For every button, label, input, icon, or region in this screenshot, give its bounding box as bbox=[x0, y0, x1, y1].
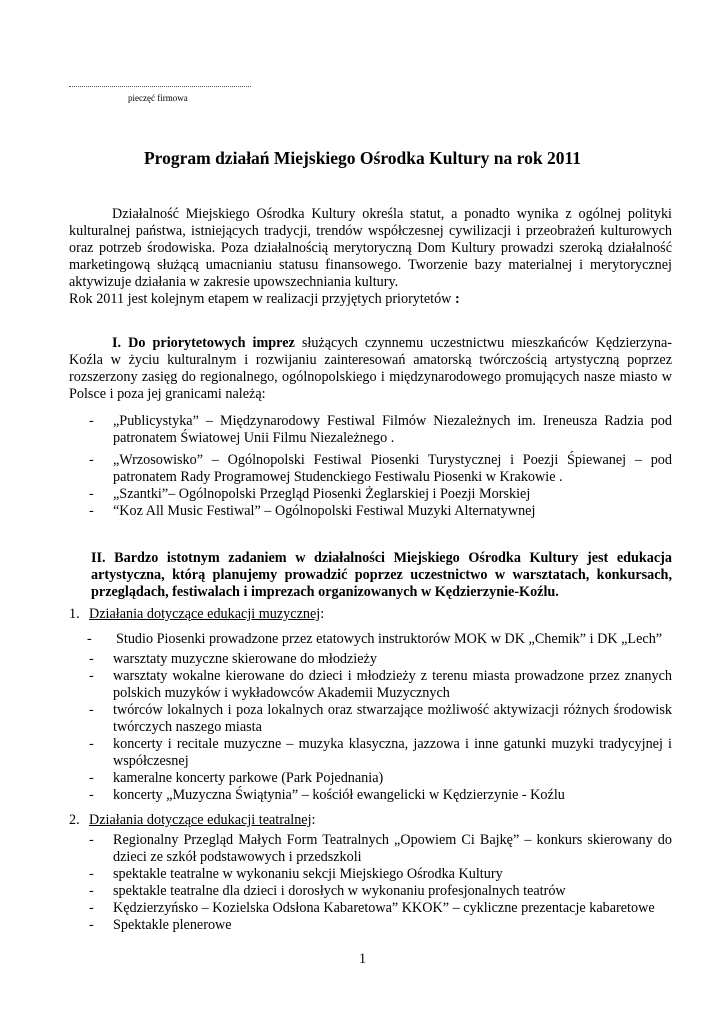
priorities-line: Rok 2011 jest kolejnym etapem w realizacji przyjętych priorytetów : bbox=[69, 291, 460, 307]
page-number: 1 bbox=[358, 951, 367, 967]
dash-bullet: - bbox=[89, 452, 94, 468]
theatre-education-heading: 2. Działania dotyczące edukacji teatralnej: bbox=[69, 812, 316, 828]
stamp-dotted-line bbox=[69, 86, 251, 87]
list-item: - koncerty i recitale muzyczne – muzyka klasyczna, jazzowa i inne gatunki muzyki tradycyjnej i współczesnej bbox=[89, 736, 672, 769]
list-item: - kameralne koncerty parkowe (Park Pojednania) bbox=[89, 770, 384, 786]
dash-bullet: - bbox=[89, 770, 94, 786]
theatre-activities-list bbox=[69, 832, 672, 934]
dash-bullet: - bbox=[89, 413, 94, 429]
dash-bullet: - bbox=[89, 883, 94, 899]
list-item: - Spektakle plenerowe bbox=[89, 917, 232, 933]
dash-bullet: - bbox=[89, 736, 94, 752]
dash-bullet: - bbox=[89, 503, 94, 519]
dash-bullet: - bbox=[89, 651, 94, 667]
list-item: - Kędzierzyńsko – Kozielska Odsłona Kabaretowa” KKOK” – cykliczne prezentacje kabaretowe bbox=[89, 900, 655, 916]
dash-bullet: - bbox=[89, 900, 94, 916]
intro-paragraph: Działalność Miejskiego Ośrodka Kultury określa statut, a ponadto wynika z ogólnej polityki kulturalnej państwa, istniejących tradycji, trendów współczesnej cywilizacji i przeobrażeń kulturowych oraz potrzeb środowiska. Poza działalnością merytoryczną Dom Kultury prowadzi szeroką działalność marketingową służącą umacnianiu statusu finansowego. Tworzenie bazy materialnej i merytorycznej aktywizuje działania w zakresie upowszechniania kultury. bbox=[69, 206, 672, 290]
section1-text: służących czynnemu uczestnictwu mieszkańców Kędzierzyna-Koźla w życiu kulturalnym i rozwijaniu zainteresowań amatorską twórczością artystyczną poprzez rozszerzony zasięg do regionalnego, ogólnopolskiego i międzynarodowego promujących nasze miasto w Polsce i poza jej granicami należą: bbox=[69, 335, 672, 402]
list-item: - warsztaty wokalne kierowane do dzieci i młodzieży z terenu miasta prowadzone przez znanych polskich muzyków i wykładowców Akademii Muzycznych bbox=[89, 668, 672, 701]
document-title: Program działań Miejskiego Ośrodka Kultury na rok 2011 bbox=[143, 148, 582, 168]
dash-bullet: - bbox=[89, 486, 94, 502]
dash-bullet: - bbox=[89, 832, 94, 848]
dash-bullet: - bbox=[89, 702, 94, 718]
list-item: - „Publicystyka” – Międzynarodowy Festiwal Filmów Niezależnych im. Ireneusza Radzia pod patronatem Światowej Unii Filmu Niezależnego . bbox=[89, 413, 672, 446]
section2-heading: II. Bardzo istotnym zadaniem w działalności Miejskiego Ośrodka Kultury jest edukacja artystyczna, którą planujemy prowadzić poprzez uczestnictwo w warsztatach, konkursach, przeglądach, festiwalach i imprezach organizowanych w Kędzierzynie-Koźlu. bbox=[91, 550, 672, 600]
company-stamp-label: pieczęć firmowa bbox=[128, 93, 188, 103]
dash-bullet: - bbox=[89, 668, 94, 684]
music-education-heading: 1. Działania dotyczące edukacji muzycznej: bbox=[69, 606, 325, 622]
music-activities-list bbox=[69, 631, 672, 804]
list-item: - twórców lokalnych i poza lokalnych oraz stwarzające możliwość aktywizacji różnych środowisk twórczych naszego miasta bbox=[89, 702, 672, 735]
dash-bullet: - bbox=[89, 917, 94, 933]
list-item: - Regionalny Przegląd Małych Form Teatralnych „Opowiem Ci Bajkę” – konkurs skierowany do dzieci ze szkół podstawowych i przedszkoli bbox=[89, 832, 672, 865]
list-item: - „Szantki”– Ogólnopolski Przegląd Piosenki Żeglarskiej i Poezji Morskiej bbox=[89, 486, 531, 502]
list-item: - spektakle teatralne dla dzieci i dorosłych w wykonaniu profesjonalnych teatrów bbox=[89, 883, 566, 899]
festival-list bbox=[69, 413, 672, 520]
section1-lead: I. Do priorytetowych imprez bbox=[112, 335, 295, 351]
list-item: - Studio Piosenki prowadzone przez etatowych instruktorów MOK w DK „Chemik” i DK „Lech” bbox=[87, 631, 663, 647]
list-item: - warsztaty muzyczne skierowane do młodzieży bbox=[89, 651, 377, 667]
list-item: - spektakle teatralne w wykonaniu sekcji Miejskiego Ośrodka Kultury bbox=[89, 866, 503, 882]
list-item: - “Koz All Music Festiwal” – Ogólnopolski Festiwal Muzyki Alternatywnej bbox=[89, 503, 536, 519]
list-item: - „Wrzosowisko” – Ogólnopolski Festiwal Piosenki Turystycznej i Poezji Śpiewanej – pod patronatem Rady Programowej Studenckiego Festiwalu Piosenki w Krakowie . bbox=[89, 452, 672, 485]
dash-bullet: - bbox=[89, 787, 94, 803]
list-item: - koncerty „Muzyczna Świątynia” – kościół ewangelicki w Kędzierzynie - Koźlu bbox=[89, 787, 565, 803]
dash-bullet: - bbox=[87, 631, 92, 647]
section1-paragraph bbox=[69, 335, 672, 403]
dash-bullet: - bbox=[89, 866, 94, 882]
